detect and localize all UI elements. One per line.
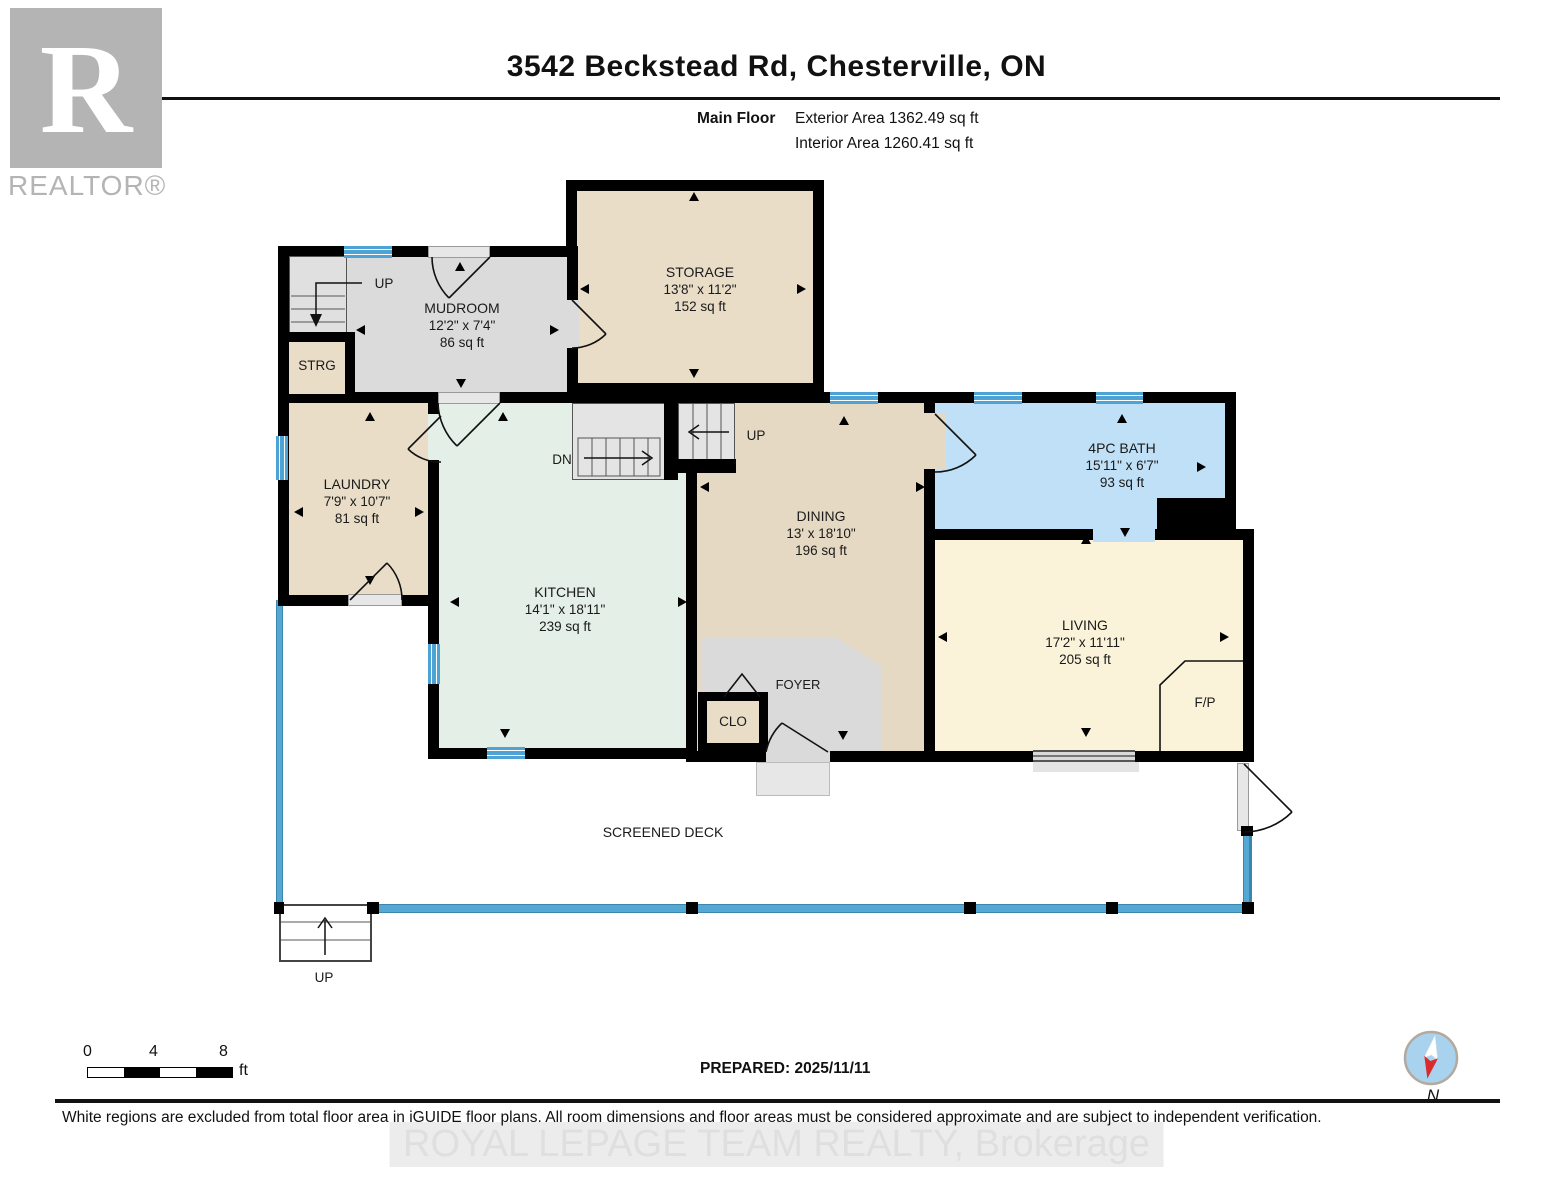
deck-post [686,902,698,914]
header-divider [55,97,1500,100]
sliding-door-living [1033,750,1135,762]
dim-arrow-icon [916,482,925,492]
brokerage-watermark: ROYAL LEPAGE TEAM REALTY, Brokerage [389,1122,1164,1167]
prepared-date: PREPARED: 2025/11/11 [700,1060,871,1077]
dim-arrow-icon [500,729,510,738]
dim-arrow-icon [1081,728,1091,737]
deck-post [1241,826,1253,836]
north-label: N [1426,1086,1440,1105]
floor-label: Main Floor [697,110,776,127]
room-label-living: LIVING 17'2" x 11'11" 205 sq ft [1045,617,1125,667]
door-mudroom-kitchen [438,392,500,404]
stairs-up-label-mudroom: UP [374,276,394,291]
scale-tick-4: 4 [149,1043,158,1060]
dim-arrow-icon [797,284,806,294]
dim-arrow-icon [938,632,947,642]
compass-icon [1402,1029,1460,1087]
scale-tick-8: 8 [219,1043,228,1060]
dim-arrow-icon [550,325,559,335]
dim-arrow-icon [365,576,375,585]
stairs-up-label-middle: UP [746,428,766,443]
scale-tick-0: 0 [83,1043,92,1060]
room-label-foyer: FOYER [775,677,821,692]
deck-post [274,902,284,914]
room-label-bath: 4PC BATH 15'11" x 6'7" 93 sq ft [1085,440,1159,490]
realtor-wordmark: REALTOR® [8,170,167,201]
stairs-down [572,403,666,480]
window [428,644,440,684]
bath-wall-block [1157,498,1235,540]
door-mudroom-entry [428,246,490,258]
scale-bar [87,1067,233,1078]
room-label-closet: CLO [719,714,747,729]
dim-arrow-icon [1081,535,1091,544]
room-label-strg: STRG [298,358,336,373]
page-title: 3542 Beckstead Rd, Chesterville, ON [506,50,1047,83]
dim-arrow-icon [689,192,699,201]
deck-rail-bottom [371,904,1252,913]
dim-arrow-icon [415,507,424,517]
door-laundry-deck [348,594,402,606]
deck-rail-left [276,600,283,906]
entry-step [756,762,830,796]
dim-arrow-icon [365,412,375,421]
door-dining-bath-gap [924,413,946,469]
door-deck-right [1237,763,1249,831]
dim-arrow-icon [700,482,709,492]
dim-arrow-icon [838,731,848,740]
window [1096,392,1143,404]
stair-wall [676,459,736,473]
dim-arrow-icon [455,262,465,271]
exterior-area-text: Exterior Area 1362.49 sq ft [795,110,979,127]
deck-rail-right [1243,830,1252,910]
room-label-mudroom: MUDROOM 12'2" x 7'4" 86 sq ft [424,300,500,350]
dim-arrow-icon [678,597,687,607]
door-foyer-entry-gap [766,748,830,762]
dim-arrow-icon [1120,528,1130,537]
dim-arrow-icon [456,379,466,388]
window [830,392,878,404]
dim-arrow-icon [580,284,589,294]
window [344,246,392,258]
sliding-door-step [1033,762,1139,772]
interior-area-text: Interior Area 1260.41 sq ft [795,135,974,152]
window [487,747,525,759]
deck-post [964,902,976,914]
dim-arrow-icon [1220,632,1229,642]
dim-arrow-icon [450,597,459,607]
deck-post [1242,902,1254,914]
room-label-laundry: LAUNDRY 7'9" x 10'7" 81 sq ft [323,476,391,526]
realtor-logo-letter: R [39,18,133,160]
stairs-up [678,403,735,461]
room-label-kitchen: KITCHEN 14'1" x 18'11" 239 sq ft [524,584,606,634]
disclaimer-text: White regions are excluded from total floor area in iGUIDE floor plans. All room dimensions and floor areas must be considered approximate and are subject to independent verification. [62,1109,1322,1126]
deck-post [367,902,379,914]
scale-unit: ft [239,1062,248,1079]
window [276,436,288,480]
stairs-dn-label: DN [552,452,572,467]
room-label-fireplace: F/P [1194,695,1216,710]
dim-arrow-icon [1197,462,1206,472]
door-laundry-kitchen-gap [428,414,443,460]
stairs-up-label-deck: UP [314,970,334,985]
realtor-logo [10,8,162,168]
footer-divider [55,1099,1500,1103]
mudroom-stairs [289,256,347,334]
dim-arrow-icon [356,325,365,335]
deck-post [1106,902,1118,914]
dim-arrow-icon [689,369,699,378]
dim-arrow-icon [498,412,508,421]
dim-arrow-icon [839,416,849,425]
window [974,392,1022,404]
room-label-dining: DINING 13' x 18'10" 196 sq ft [786,508,856,558]
deck-stairs [279,904,372,962]
door-mudroom-storage-gap [566,300,579,348]
room-label-screened-deck: SCREENED DECK [602,824,724,840]
room-label-storage: STORAGE 13'8" x 11'2" 152 sq ft [663,264,737,314]
dim-arrow-icon [1117,414,1127,423]
dim-arrow-icon [294,507,303,517]
